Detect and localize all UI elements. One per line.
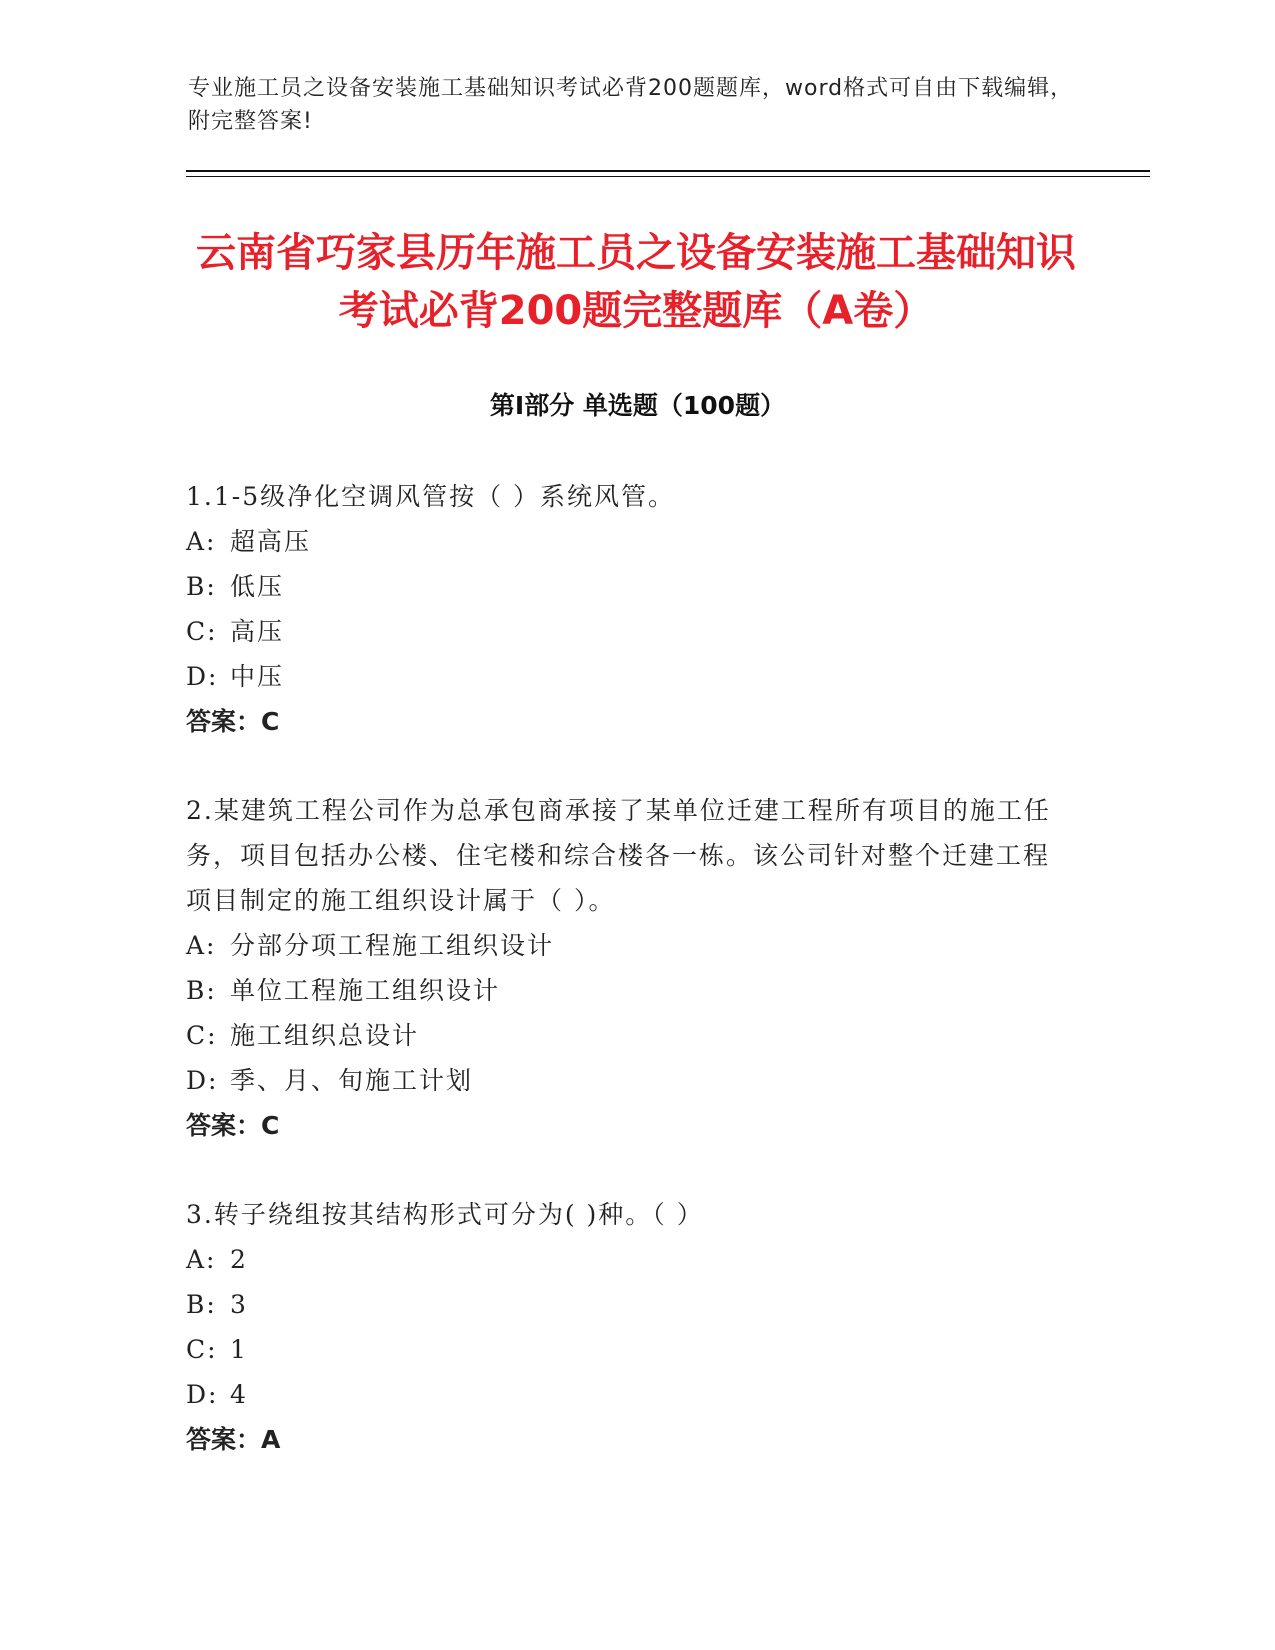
question-block [186, 1192, 1066, 1462]
answer-value: C [261, 1111, 280, 1140]
answer-label: 答案： [186, 1425, 262, 1454]
option-row [186, 923, 1066, 968]
question-list [186, 474, 1066, 1506]
option-text: 施工组织总设计 [230, 1021, 420, 1050]
option-row [186, 519, 1066, 564]
option-text: 分部分项工程施工组织设计 [230, 931, 555, 960]
option-label: D: [186, 1066, 219, 1095]
option-text: 3 [230, 1290, 248, 1319]
answer-label: 答案： [186, 707, 262, 736]
option-text: 2 [230, 1245, 248, 1274]
option-text: 季、月、旬施工计划 [230, 1066, 474, 1095]
option-label: B: [186, 976, 217, 1005]
header-rule-thin [186, 176, 1150, 177]
answer-line [186, 1103, 1066, 1148]
option-label: A: [186, 931, 217, 960]
option-text: 高压 [230, 617, 285, 646]
option-row [186, 564, 1066, 609]
option-row [186, 609, 1066, 654]
option-text: 4 [230, 1380, 248, 1409]
option-row [186, 1058, 1066, 1103]
option-text: 超高压 [230, 527, 312, 556]
option-row [186, 968, 1066, 1013]
answer-label: 答案： [186, 1111, 262, 1140]
question-block [186, 788, 1066, 1148]
answer-line [186, 1417, 1066, 1462]
question-text: 1.1-5级净化空调风管按（ ）系统风管。 [186, 482, 676, 511]
question-text: 2.某建筑工程公司作为总承包商承接了某单位迁建工程所有项目的施工任务，项目包括办公楼、住宅楼和综合楼各一栋。该公司针对整个迁建工程项目制定的施工组织设计属于（ ）。 [186, 796, 1051, 915]
section-title: 第Ⅰ部分 单选题（100题） [489, 391, 786, 420]
answer-line [186, 699, 1066, 744]
option-text: 1 [230, 1335, 248, 1364]
option-label: D: [186, 1380, 219, 1409]
option-label: A: [186, 527, 217, 556]
option-label: D: [186, 662, 219, 691]
option-row [186, 654, 1066, 699]
option-text: 中压 [230, 662, 285, 691]
document-title: 云南省巧家县历年施工员之设备安装施工基础知识考试必背200题完整题库（A卷） [196, 230, 1076, 334]
option-label: B: [186, 1290, 217, 1319]
question-text: 3.转子绕组按其结构形式可分为( )种。（ ） [186, 1200, 704, 1229]
option-label: C: [186, 1335, 218, 1364]
option-row [186, 1372, 1066, 1417]
header-note: 专业施工员之设备安装施工基础知识考试必背200题题库，word格式可自由下载编辑，附完整答案! [188, 76, 1074, 134]
option-text: 低压 [230, 572, 285, 601]
option-row [186, 1237, 1066, 1282]
option-label: A: [186, 1245, 217, 1274]
answer-value: C [261, 707, 280, 736]
option-row [186, 1282, 1066, 1327]
option-label: C: [186, 617, 218, 646]
option-row [186, 1327, 1066, 1372]
option-row [186, 1013, 1066, 1058]
question-block [186, 474, 1066, 744]
answer-value: A [261, 1425, 281, 1454]
header-rule-thick [186, 170, 1150, 172]
option-label: B: [186, 572, 217, 601]
option-text: 单位工程施工组织设计 [230, 976, 501, 1005]
option-label: C: [186, 1021, 218, 1050]
